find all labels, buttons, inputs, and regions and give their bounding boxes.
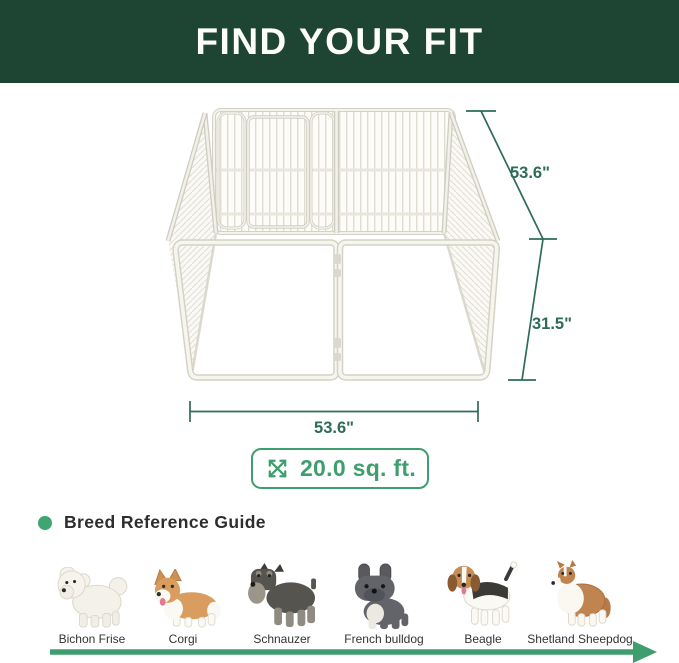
breed-item-beagle (428, 560, 538, 646)
corgi-image (138, 569, 228, 629)
breed-item-shetland-sheepdog (525, 560, 635, 646)
playpen-front-panels (176, 243, 497, 378)
expand-arrows-icon (264, 455, 291, 482)
bichon-frise-image (48, 567, 136, 629)
area-value: 20.0 sq. ft. (299, 455, 417, 481)
area-badge (251, 448, 429, 489)
breed-label: Beagle (464, 632, 502, 646)
french-bulldog-image (343, 563, 425, 629)
breed-guide-title: Breed Reference Guide (64, 512, 266, 532)
breed-item-french-bulldog (329, 560, 439, 646)
bullet-dot-icon (38, 516, 52, 530)
breed-label: Corgi (168, 632, 198, 646)
playpen-back-wall (214, 110, 454, 233)
page-title: FIND YOUR FIT (195, 20, 484, 62)
breed-label: French bulldog (344, 632, 424, 646)
breed-guide-heading (38, 512, 266, 533)
breed-item-schnauzer (227, 560, 337, 646)
dimension-side-top: 53.6" (510, 164, 550, 182)
breed-label: Bichon Frise (58, 632, 126, 646)
dimension-width: 53.6" (314, 419, 354, 437)
breed-item-corgi (128, 560, 238, 646)
beagle-image (438, 560, 528, 629)
schnauzer-image (237, 563, 327, 629)
breed-label: Shetland Sheepdog (527, 632, 633, 646)
shetland-sheepdog-image (533, 560, 627, 629)
header-banner (0, 0, 679, 83)
breed-label: Schnauzer (253, 632, 311, 646)
dimension-height: 31.5" (532, 315, 572, 333)
